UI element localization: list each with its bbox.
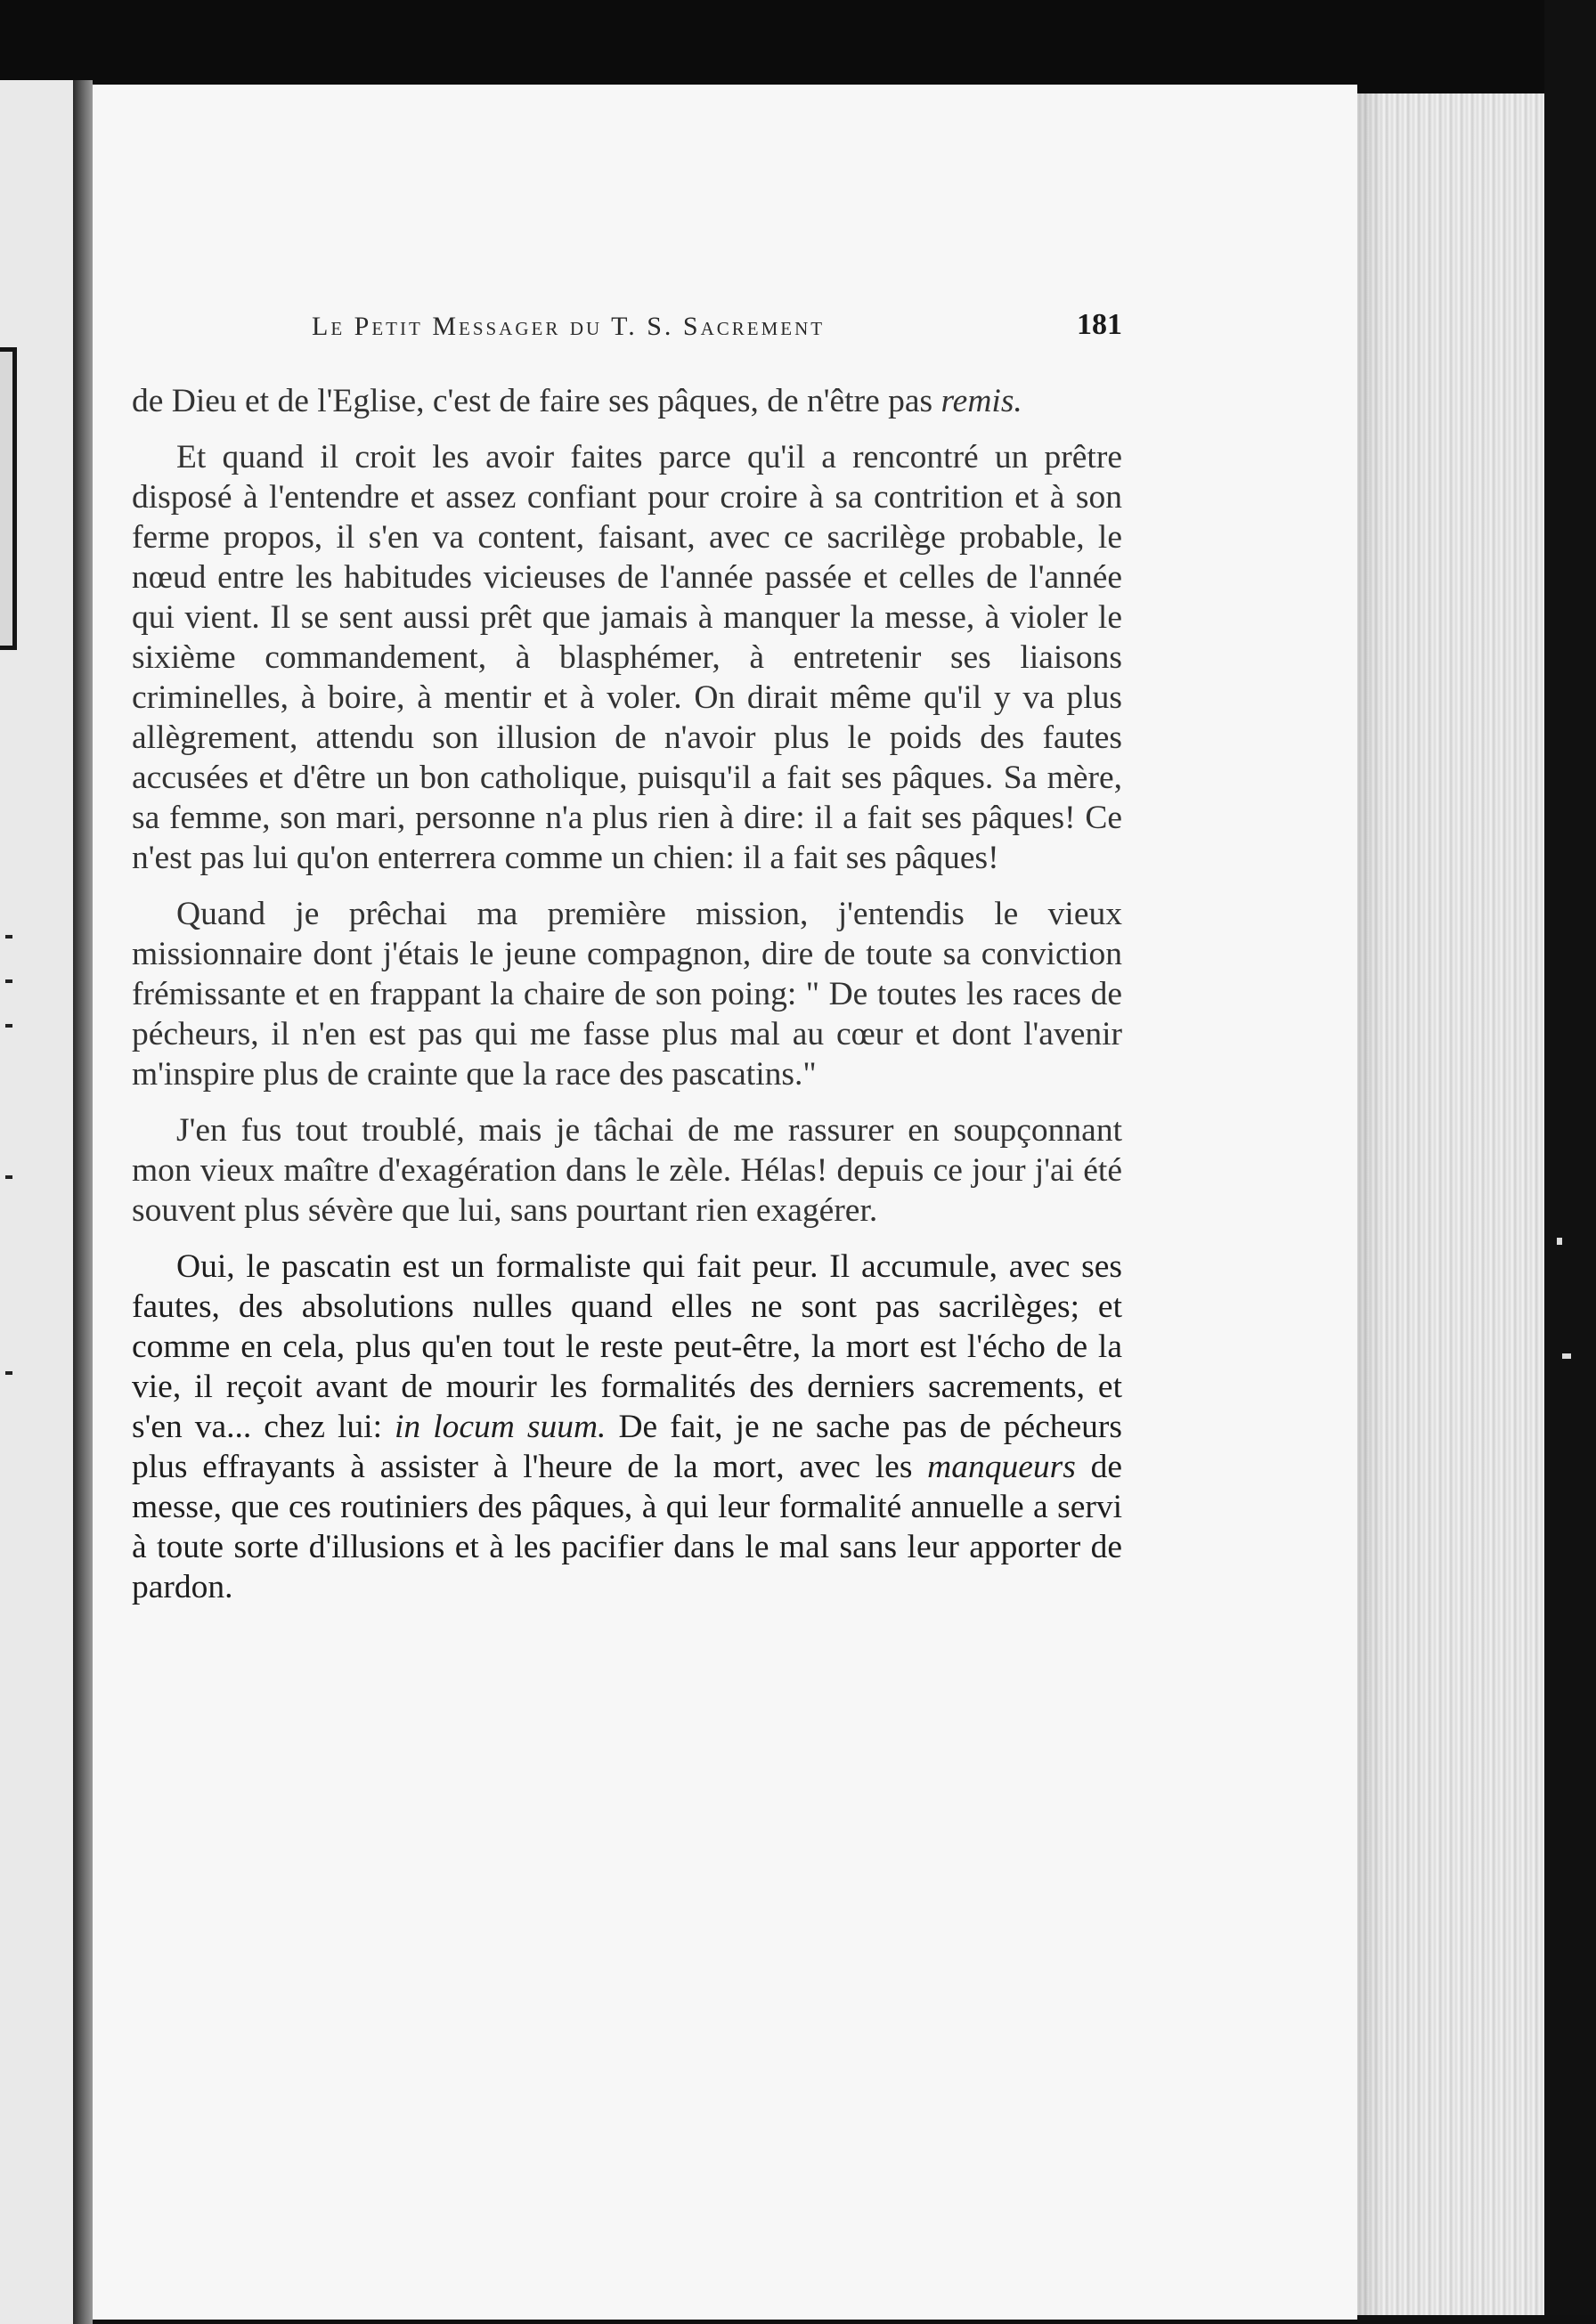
body-text (132, 381, 1122, 1623)
paragraph-continuation (132, 381, 1122, 421)
paragraph (132, 1247, 1122, 1607)
book-gutter (73, 80, 93, 2324)
italic-text: in locum suum. (395, 1409, 607, 1445)
scan-background-top (0, 0, 1596, 98)
facing-page-mark (5, 1175, 12, 1179)
paragraph-text: Oui, le pascatin est un formaliste qui fait peur. Il accumule, avec ses fautes, des absolutions nulles quand elles ne sont pas sacrilèges; et comme en cela, plus qu'en tout le reste peut-être, la mort est l'écho de la vie, il reçoit avant de mourir les formalités des derniers sacrements, et s'en va... chez lui: (132, 1248, 1122, 1445)
page-stack-edge (1357, 93, 1544, 2315)
paragraph-text: de Dieu et de l'Eglise, c'est de faire ses pâques, de n'être pas (132, 383, 941, 419)
dust-speck (1557, 1238, 1562, 1245)
paragraph: Quand je prêchai ma première mission, j'entendis le vieux missionnaire dont j'étais le jeune compagnon, dire de toute sa conviction frémissante et en frappant la chaire de son poing: " De toutes les races de pécheurs, il n'en est pas qui me fasse plus mal au cœur et dont l'avenir m'inspire plus de crainte que la race des pascatins." (132, 896, 1122, 1093)
dust-speck (1562, 1353, 1571, 1359)
paragraph: J'en fus tout troublé, mais je tâchai de me rassurer en soupçonnant mon vieux maître d'exagération dans le zèle. Hélas! depuis ce jour j'ai été souvent plus sévère que lui, sans pourtant rien exagérer. (132, 1112, 1122, 1229)
page-number: 181 (1077, 308, 1122, 341)
running-title: Le Petit Messager du T. S. Sacrement (312, 312, 826, 341)
paragraph: Et quand il croit les avoir faites parce qu'il a rencontré un prêtre disposé à l'entendre et assez confiant pour croire à sa contrition et à son ferme propos, il s'en va content, faisant, avec ce sacrilège probable, le nœud entre les habitudes vicieuses de l'année passée et celles de l'année qui vient. Il se sent aussi prêt que jamais à manquer la messe, à violer le sixième commandement, à blasphémer, à entretenir ses liaisons criminelles, à boire, à mentir et à voler. On dirait même qu'il y va plus allègrement, attendu son illusion de n'avoir plus le poids des fautes accusées et d'être un bon catholique, puisqu'il a fait ses pâques. Sa mère, sa femme, son mari, personne n'a plus rien à dire: il a fait ses pâques! Ce n'est pas lui qu'on enterrera comme un chien: il a fait ses pâques! (132, 439, 1122, 876)
paragraph-text: de messe, que ces routiniers des pâques, à qui leur formalité annuelle a servi à toute sorte d'illusions et à les pacifier dans le mal sans leur apporter de pardon. (132, 1449, 1122, 1605)
italic-text: remis. (940, 383, 1022, 419)
running-header (223, 308, 1122, 351)
facing-page-mark (5, 935, 12, 939)
facing-page-mark (5, 979, 12, 983)
scan-background-right (1544, 0, 1596, 2315)
facing-page-mark (5, 1371, 12, 1375)
paragraph-text: De fait, je ne sache pas de pécheurs plus effrayants à assister à l'heure de la mort, avec les (132, 1409, 1122, 1485)
page-stack-shadow (1357, 93, 1384, 2315)
facing-page-edge (0, 80, 73, 2324)
facing-page-mark (5, 1024, 12, 1028)
facing-page-frame (0, 347, 17, 650)
italic-text: manqueurs (927, 1449, 1076, 1485)
